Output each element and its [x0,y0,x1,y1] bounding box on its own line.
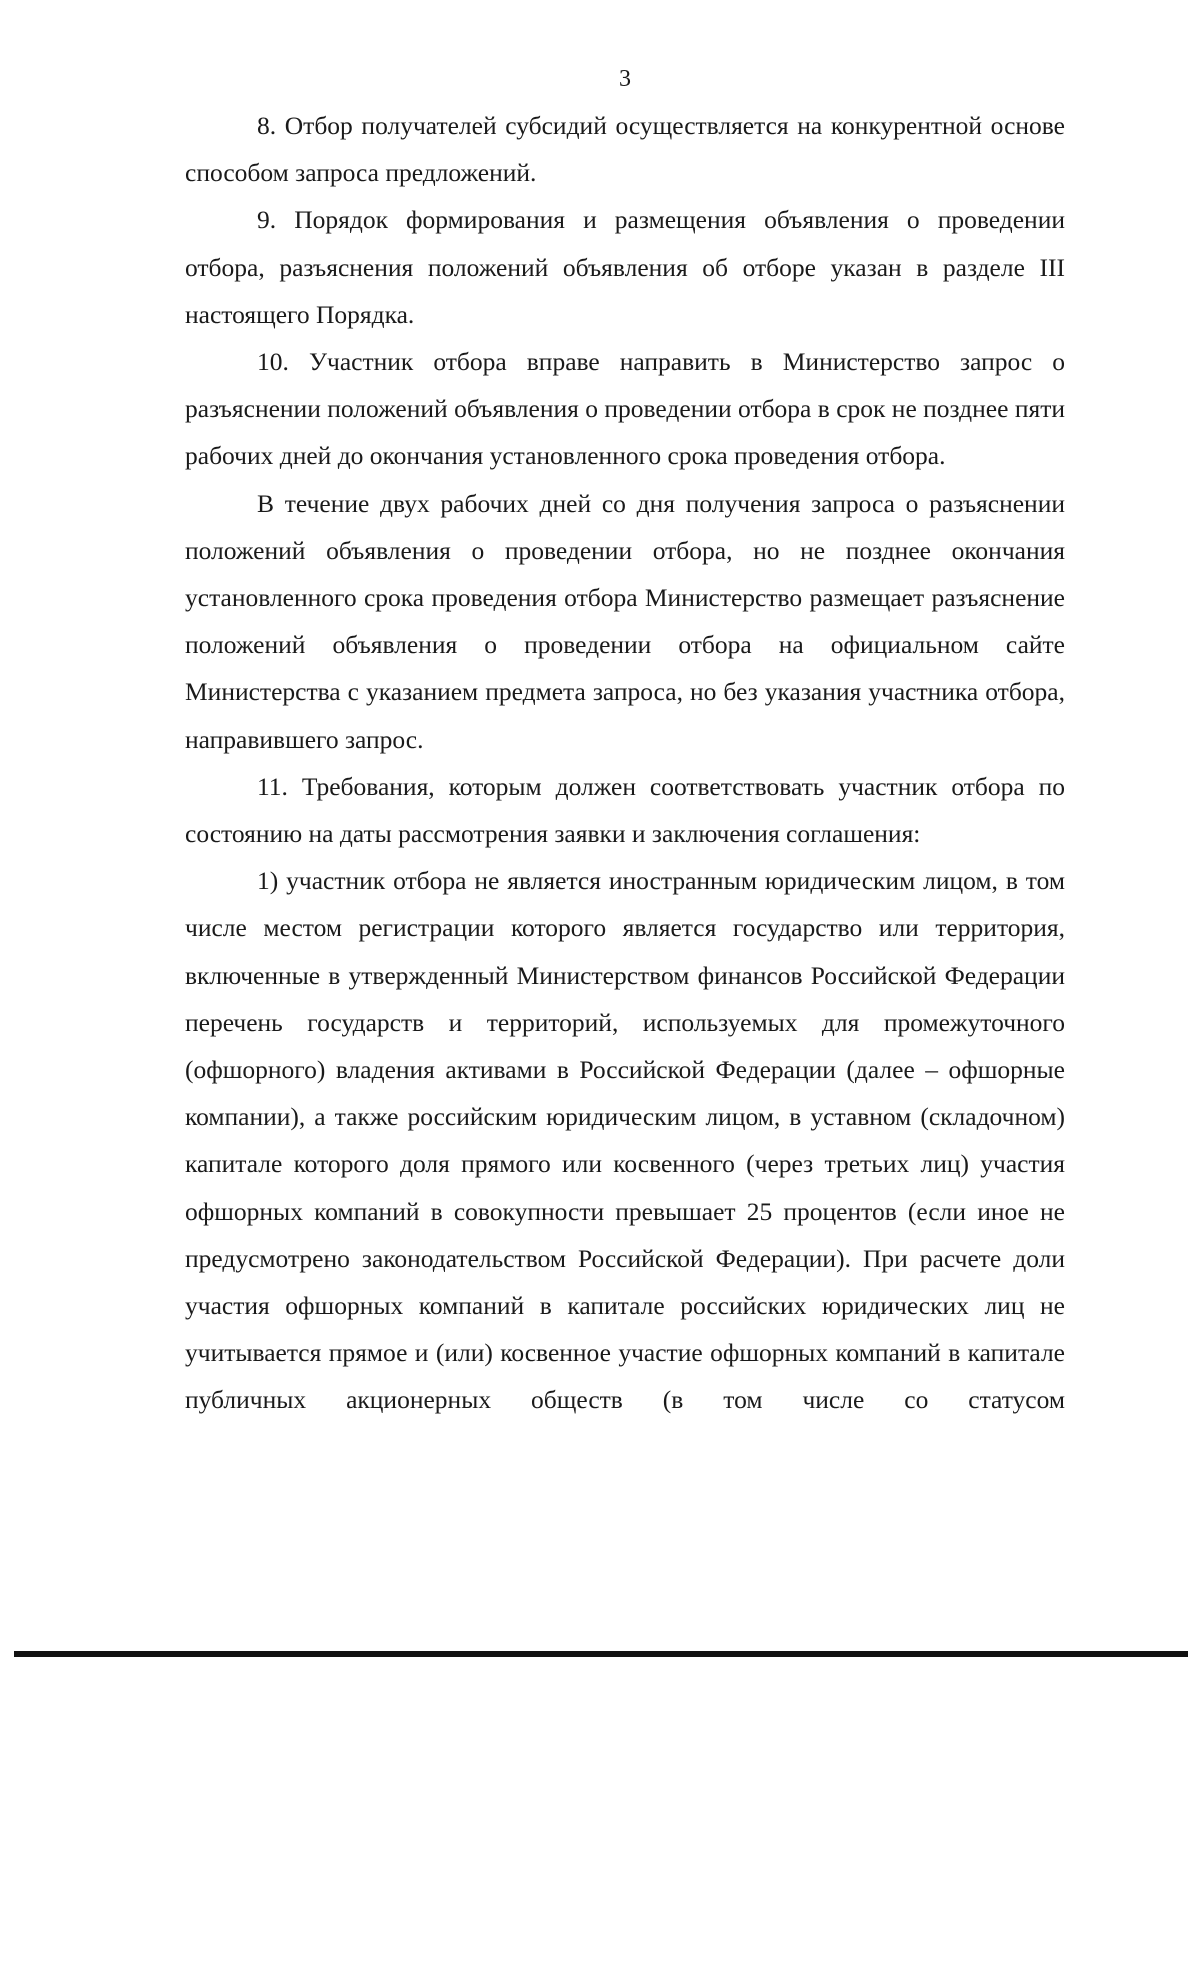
paragraph-10-clarification: В течение двух рабочих дней со дня получения запроса о разъяснении положений объявления о проведении отбора, но не позднее окончания установленного срока проведения отбора Министерство размещает разъяснение положений объявления о проведении отбора на официальном сайте Министерства с указанием предмета запроса, но без указания участника отбора, направившего запрос. [185,488,1065,754]
paragraph-9: 9. Порядок формирования и размещения объявления о проведении отбора, разъяснения положений объявления об отборе указан в разделе III настоящего Порядка. [185,205,1065,329]
page-bottom-rule [14,1651,1188,1657]
document-body [185,102,1065,1424]
paragraph-11: 11. Требования, которым должен соответствовать участник отбора по состоянию на даты рассмотрения заявки и заключения соглашения: [185,771,1065,849]
paragraph-10: 10. Участник отбора вправе направить в Министерство запрос о разъяснении положений объявления о проведении отбора в срок не позднее пяти рабочих дней до окончания установленного срока проведения отбора. [185,347,1065,471]
paragraph-8: 8. Отбор получателей субсидий осуществляется на конкурентной основе способом запроса предложений. [185,111,1065,188]
paragraph-11-item-1: 1) участник отбора не является иностранным юридическим лицом, в том числе местом регистрации которого является государство или территория, включенные в утвержденный Министерством финансов Российской Федерации перечень государств и территорий, используемых для промежуточного (офшорного) владения активами в Российской Федерации (далее – офшорные компании), а также российским юридическим лицом, в уставном (складочном) капитале которого доля прямого или косвенного (через третьих лиц) участия офшорных компаний в совокупности превышает 25 процентов (если иное не предусмотрено законодательством Российской Федерации). При расчете доли участия офшорных компаний в капитале российских юридических лиц не учитывается прямое и (или) косвенное участие офшорных компаний в капитале публичных акционерных обществ (в том числе со статусом [185,866,1065,1415]
page-number: 3 [619,66,631,92]
